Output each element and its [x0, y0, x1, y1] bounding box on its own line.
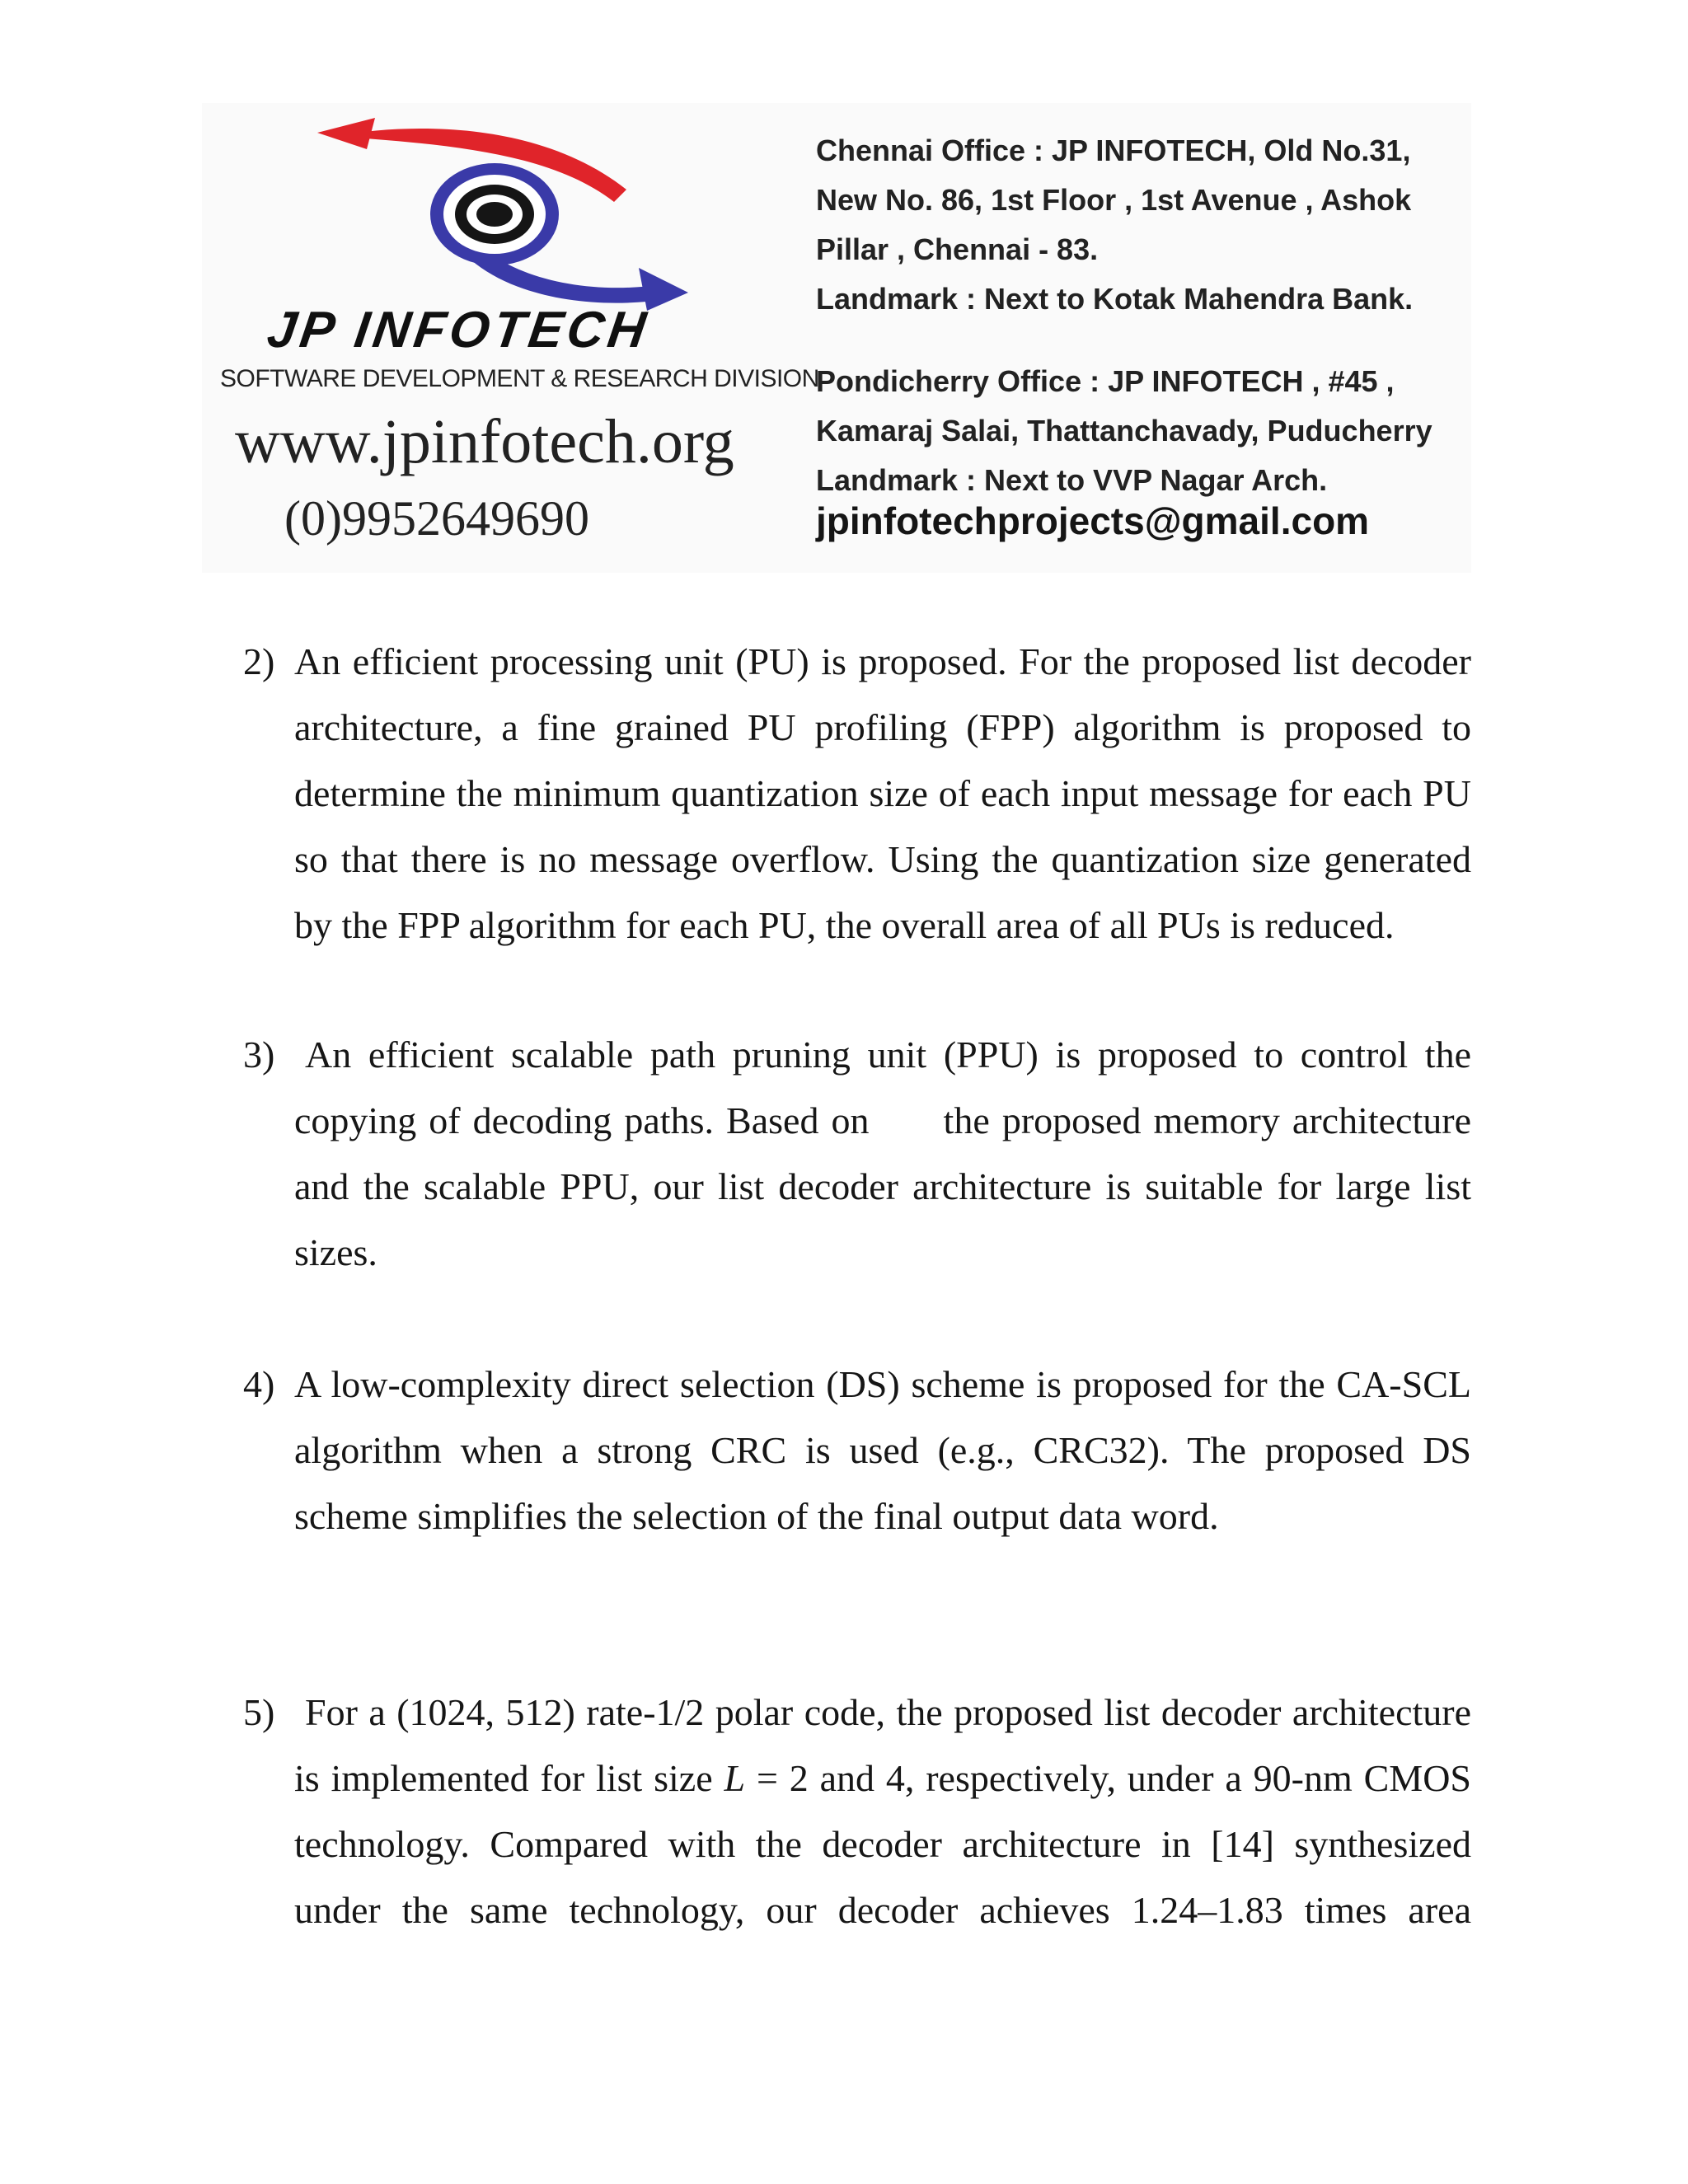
text-line: algorithm when a strong CRC is used (e.g., CRC32). The proposed DS [294, 1429, 1471, 1471]
math-variable: L [724, 1757, 746, 1799]
item-number: 4) [243, 1363, 275, 1405]
chennai-address-line: Pillar , Chennai - 83. [816, 232, 1099, 266]
text-line [294, 1088, 1471, 1154]
text-line: architecture, a fine grained PU profiling (FPP) algorithm is proposed to [294, 706, 1471, 748]
pondicherry-address-line: Pondicherry Office : JP INFOTECH , #45 , [816, 364, 1395, 398]
text-line: A low-complexity direct selection (DS) scheme is proposed for the CA-SCL [294, 1363, 1471, 1405]
text-segment: = 2 and 4, respectively, under a 90-nm CMOS [756, 1757, 1472, 1799]
item-text [294, 629, 1471, 958]
brand-website: www.jpinfotech.org [235, 407, 734, 476]
item-text-continued [294, 1746, 1471, 1943]
text-line: technology. Compared with the decoder architecture in [14] synthesized [294, 1823, 1471, 1865]
text-line: scheme simplifies the selection of the final output data word. [294, 1495, 1219, 1537]
brand-name: JP INFOTECH [264, 302, 654, 359]
list-item [243, 1022, 1471, 1286]
item-text-continued [294, 1088, 1471, 1286]
list-item [243, 1352, 1471, 1549]
chennai-address-line: Chennai Office : JP INFOTECH, Old No.31, [816, 134, 1411, 167]
item-number: 5) [243, 1691, 275, 1733]
header-banner [202, 103, 1471, 573]
office-addresses [816, 126, 1432, 505]
text-line: under the same technology, our decoder achieves 1.24–1.83 times area [294, 1889, 1471, 1931]
red-arrow-head [317, 118, 375, 149]
chennai-landmark: Landmark : Next to Kotak Mahendra Bank. [816, 282, 1414, 316]
item-text [305, 1022, 1471, 1088]
text-segment: copying of decoding paths. Based on [294, 1099, 870, 1141]
pondicherry-address-line: Kamaraj Salai, Thattanchavady, Puducherry [816, 414, 1432, 448]
text-line: For a (1024, 512) rate-1/2 polar code, the proposed list decoder architecture [305, 1691, 1471, 1733]
jp-infotech-logo-icon [301, 111, 762, 317]
contact-email: jpinfotechprojects@gmail.com [816, 499, 1370, 542]
text-line: An efficient processing unit (PU) is proposed. For the proposed list decoder [294, 640, 1471, 682]
brand-tagline: SOFTWARE DEVELOPMENT & RESEARCH DIVISION [220, 365, 819, 392]
list-item [243, 629, 1471, 958]
text-line: determine the minimum quantization size of each input message for each PU [294, 772, 1471, 814]
item-number: 3) [243, 1033, 275, 1076]
pondicherry-landmark: Landmark : Next to VVP Nagar Arch. [816, 463, 1328, 497]
text-line: and the scalable PPU, our list decoder architecture is suitable for large list [294, 1165, 1471, 1207]
list-item [243, 1680, 1471, 1943]
text-line: An efficient scalable path pruning unit (PPU) is proposed to control the [305, 1033, 1471, 1076]
item-text [305, 1680, 1471, 1746]
text-line [294, 1746, 1471, 1811]
text-segment: the proposed memory architecture [943, 1099, 1471, 1141]
text-segment: is implemented for list size [294, 1757, 713, 1799]
text-line: so that there is no message overflow. Using the quantization size generated [294, 838, 1471, 880]
text-line: sizes. [294, 1231, 377, 1273]
brand-phone: (0)9952649690 [284, 491, 589, 546]
text-line: by the FPP algorithm for each PU, the overall area of all PUs is reduced. [294, 904, 1395, 946]
item-number: 2) [243, 640, 275, 682]
chennai-address-line: New No. 86, 1st Floor , 1st Avenue , Ashok [816, 183, 1412, 217]
item-text [294, 1352, 1471, 1549]
